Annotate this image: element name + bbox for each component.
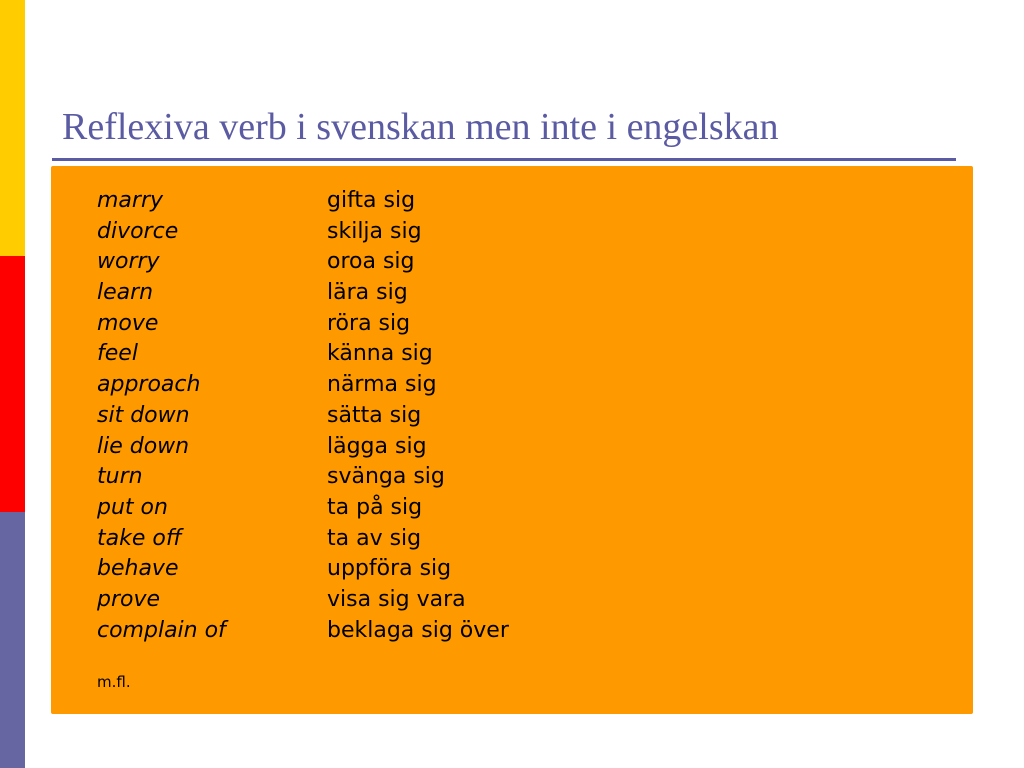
accent-bar-red [0,256,25,512]
english-verb: feel [97,341,138,367]
swedish-verb: sätta sig [327,402,422,428]
english-verb: sit down [97,402,190,428]
swedish-verb: oroa sig [327,249,415,275]
title-underline [52,158,956,161]
vocabulary-row [97,186,509,217]
vocabulary-list [97,186,509,646]
english-verb: complain of [97,617,226,643]
vocabulary-row [97,247,509,278]
swedish-verb: uppföra sig [327,556,452,582]
vocabulary-row [97,401,509,432]
footnote: m.fl. [97,673,131,691]
swedish-verb: ta av sig [327,525,422,551]
english-verb: approach [97,372,201,398]
vocabulary-row [97,432,509,463]
english-verb: take off [97,525,182,551]
vocabulary-row [97,616,509,647]
vocabulary-row [97,370,509,401]
swedish-verb: visa sig vara [327,586,466,612]
vocabulary-row [97,309,509,340]
vocabulary-row [97,339,509,370]
vocabulary-row [97,493,509,524]
english-verb: put on [97,494,168,520]
vocabulary-row [97,585,509,616]
vocabulary-row [97,554,509,585]
swedish-verb: gifta sig [327,188,416,213]
english-verb: marry [97,188,164,213]
english-verb: worry [97,249,160,275]
swedish-verb: närma sig [327,372,437,398]
english-verb: divorce [97,218,179,244]
vocabulary-row [97,217,509,248]
english-verb: prove [97,586,161,612]
accent-bar-yellow [0,0,25,256]
vocabulary-row [97,462,509,493]
slide-title: Reflexiva verb i svenskan men inte i engelskan [62,106,779,148]
english-verb: move [97,310,159,336]
english-verb: behave [97,556,179,582]
english-verb: learn [97,280,154,306]
vocabulary-row [97,278,509,309]
accent-bar-blue [0,512,25,768]
swedish-verb: skilja sig [327,218,422,244]
english-verb: turn [97,464,143,490]
english-verb: lie down [97,433,190,459]
swedish-verb: känna sig [327,341,433,367]
swedish-verb: svänga sig [327,464,445,490]
swedish-verb: lägga sig [327,433,427,459]
vocabulary-row [97,524,509,555]
swedish-verb: röra sig [327,310,411,336]
swedish-verb: ta på sig [327,494,423,520]
swedish-verb: lära sig [327,280,408,306]
swedish-verb: beklaga sig över [327,617,509,643]
